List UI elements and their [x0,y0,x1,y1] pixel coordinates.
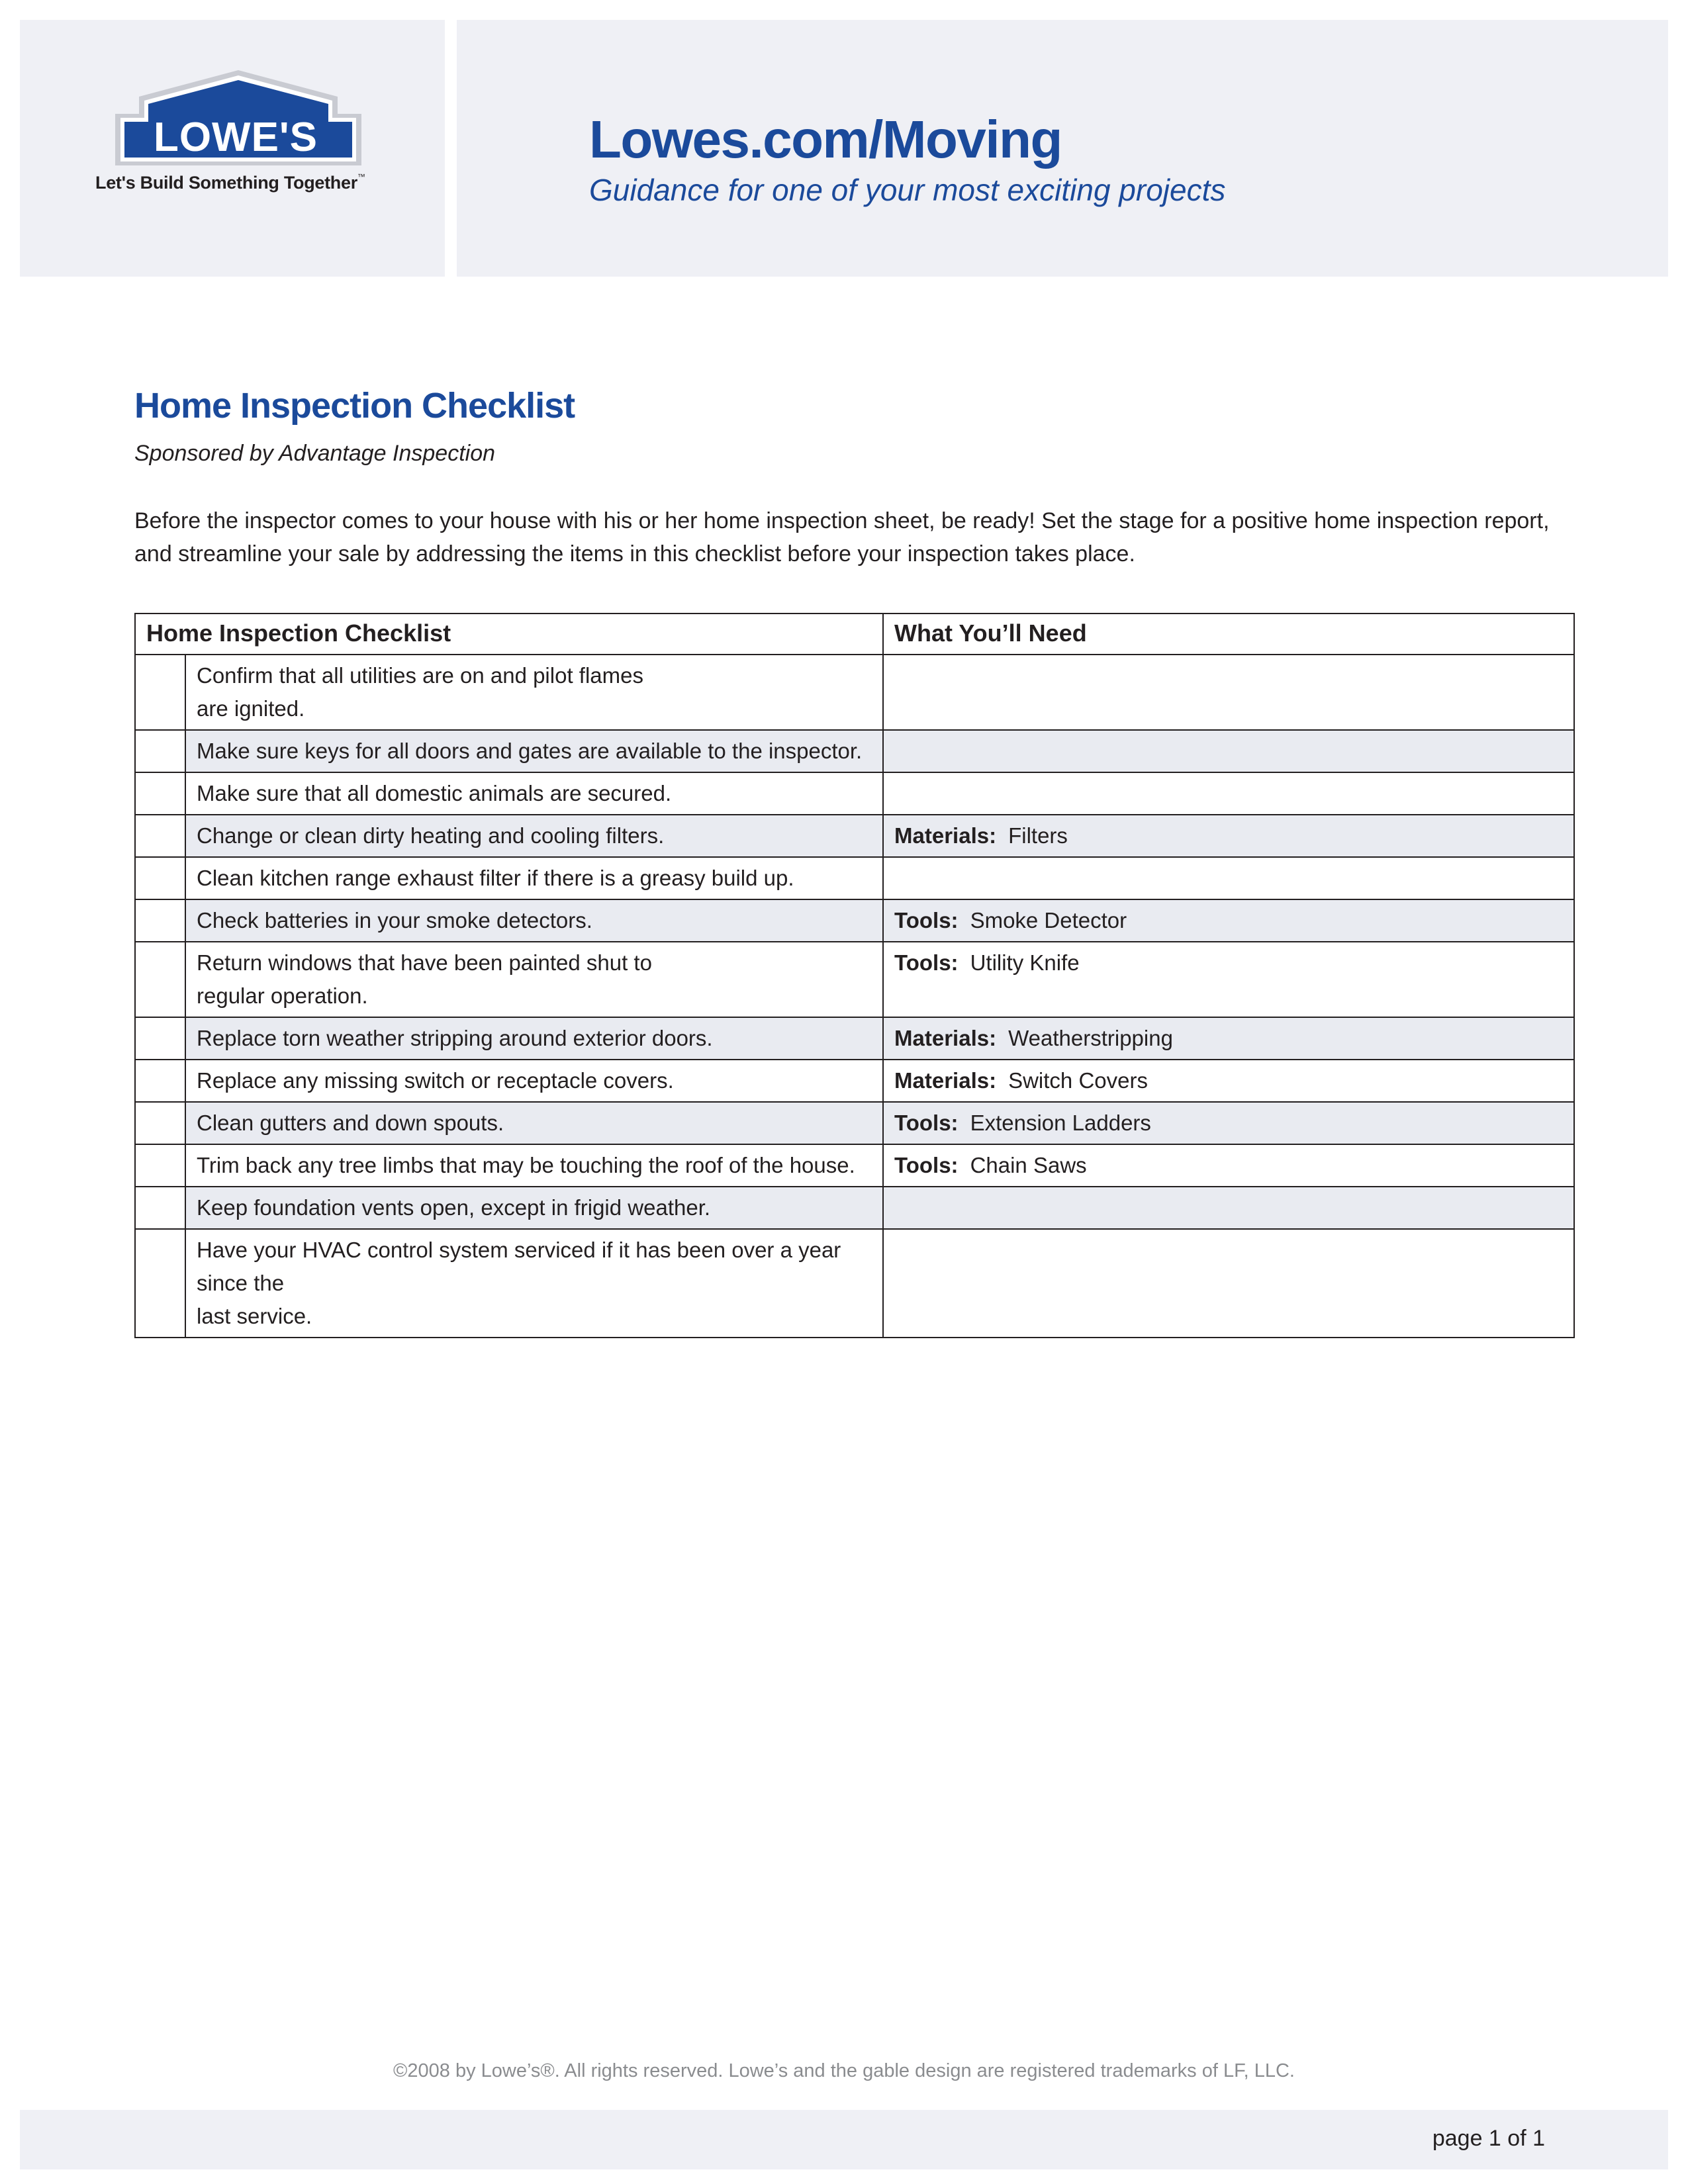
page-number: page 1 of 1 [1432,2126,1545,2151]
task-cell [185,1229,883,1338]
needs-label: Materials: [894,1068,997,1093]
needs-cell [883,1229,1574,1338]
needs-label: Materials: [894,1026,997,1050]
needs-value: Smoke Detector [970,908,1127,933]
task-cell [185,1017,883,1060]
needs-cell [883,1187,1574,1229]
needs-cell [883,1060,1574,1102]
task-line: Make sure keys for all doors and gates are available to the inspector. [197,739,863,763]
logo-panel [20,20,445,277]
footer-bar [20,2110,1668,2169]
needs-cell [883,730,1574,772]
table-row [135,1144,1574,1187]
checkbox[interactable] [135,655,185,730]
task-cell [185,1144,883,1187]
needs-cell [883,857,1574,899]
table-row [135,857,1574,899]
task-cell [185,772,883,815]
task-line: Keep foundation vents open, except in frigid weather. [197,1195,711,1220]
column-header-checklist: Home Inspection Checklist [135,614,883,655]
table-row [135,1102,1574,1144]
intro-paragraph [134,504,1584,570]
page-title: Home Inspection Checklist [134,386,575,426]
task-cell [185,655,883,730]
task-cell [185,899,883,942]
task-cell [185,1102,883,1144]
needs-label: Tools: [894,1153,959,1177]
task-line: Replace any missing switch or receptacle covers. [197,1068,674,1093]
task-cell [185,730,883,772]
table-row [135,899,1574,942]
task-cell [185,815,883,857]
needs-cell [883,772,1574,815]
task-cell [185,1187,883,1229]
table-row [135,730,1574,772]
task-line: Have your HVAC control system serviced if it has been over a year since the [197,1238,841,1295]
table-row [135,655,1574,730]
checkbox[interactable] [135,772,185,815]
needs-value: Weatherstripping [1008,1026,1173,1050]
table-row [135,1187,1574,1229]
checkbox[interactable] [135,857,185,899]
task-line: are ignited. [197,696,305,721]
checkbox[interactable] [135,1144,185,1187]
needs-cell [883,815,1574,857]
needs-cell [883,1102,1574,1144]
sponsor-line: Sponsored by Advantage Inspection [134,441,496,466]
site-title: Lowes.com/Moving [589,110,1062,169]
checkbox[interactable] [135,1102,185,1144]
checkbox[interactable] [135,942,185,1017]
checklist-table [134,613,1575,1338]
needs-cell [883,655,1574,730]
needs-cell [883,942,1574,1017]
table-row [135,1060,1574,1102]
needs-label: Materials: [894,823,997,848]
needs-value: Switch Covers [1008,1068,1148,1093]
task-line: last service. [197,1304,312,1328]
needs-label: Tools: [894,1111,959,1135]
task-line: Clean kitchen range exhaust filter if there is a greasy build up. [197,866,794,890]
task-line: Make sure that all domestic animals are secured. [197,781,672,805]
task-line: Change or clean dirty heating and cooling filters. [197,823,665,848]
task-line: Confirm that all utilities are on and pilot flames [197,663,643,688]
intro-line: and streamline your sale by addressing the items in this checklist before your inspection takes place. [134,541,1135,567]
task-line: Replace torn weather stripping around exterior doors. [197,1026,713,1050]
table-row [135,1229,1574,1338]
table-header-row [135,614,1574,655]
needs-value: Filters [1008,823,1068,848]
checkbox[interactable] [135,1060,185,1102]
checkbox[interactable] [135,1187,185,1229]
column-header-needs: What You’ll Need [883,614,1574,655]
tagline: Let's Build Something Together™ [95,172,365,193]
task-line: Return windows that have been painted shut to [197,950,652,975]
logo-wordmark: LOWE'S [153,114,318,160]
checkbox[interactable] [135,815,185,857]
task-cell [185,857,883,899]
table-row [135,815,1574,857]
needs-label: Tools: [894,950,959,975]
needs-label: Tools: [894,908,959,933]
table-row [135,942,1574,1017]
table-row [135,772,1574,815]
needs-cell [883,1017,1574,1060]
task-cell [185,942,883,1017]
needs-value: Extension Ladders [970,1111,1151,1135]
needs-value: Chain Saws [970,1153,1087,1177]
task-line: regular operation. [197,983,368,1008]
copyright-notice: ©2008 by Lowe’s®. All rights reserved. Lowe’s and the gable design are registered trademarks of LF, LLC. [393,2060,1295,2081]
table-row [135,1017,1574,1060]
needs-cell [883,1144,1574,1187]
site-subtitle: Guidance for one of your most exciting projects [589,173,1226,207]
task-line: Clean gutters and down spouts. [197,1111,504,1135]
needs-cell [883,899,1574,942]
task-cell [185,1060,883,1102]
task-line: Trim back any tree limbs that may be touching the roof of the house. [197,1153,855,1177]
checkbox[interactable] [135,1229,185,1338]
lowes-logo [113,68,364,167]
checkbox[interactable] [135,1017,185,1060]
task-line: Check batteries in your smoke detectors. [197,908,592,933]
checkbox[interactable] [135,899,185,942]
needs-value: Utility Knife [970,950,1080,975]
checkbox[interactable] [135,730,185,772]
title-panel [457,20,1668,277]
intro-line: Before the inspector comes to your house with his or her home inspection sheet, be ready! Set the stage for a positive home inspection report, [134,508,1550,533]
